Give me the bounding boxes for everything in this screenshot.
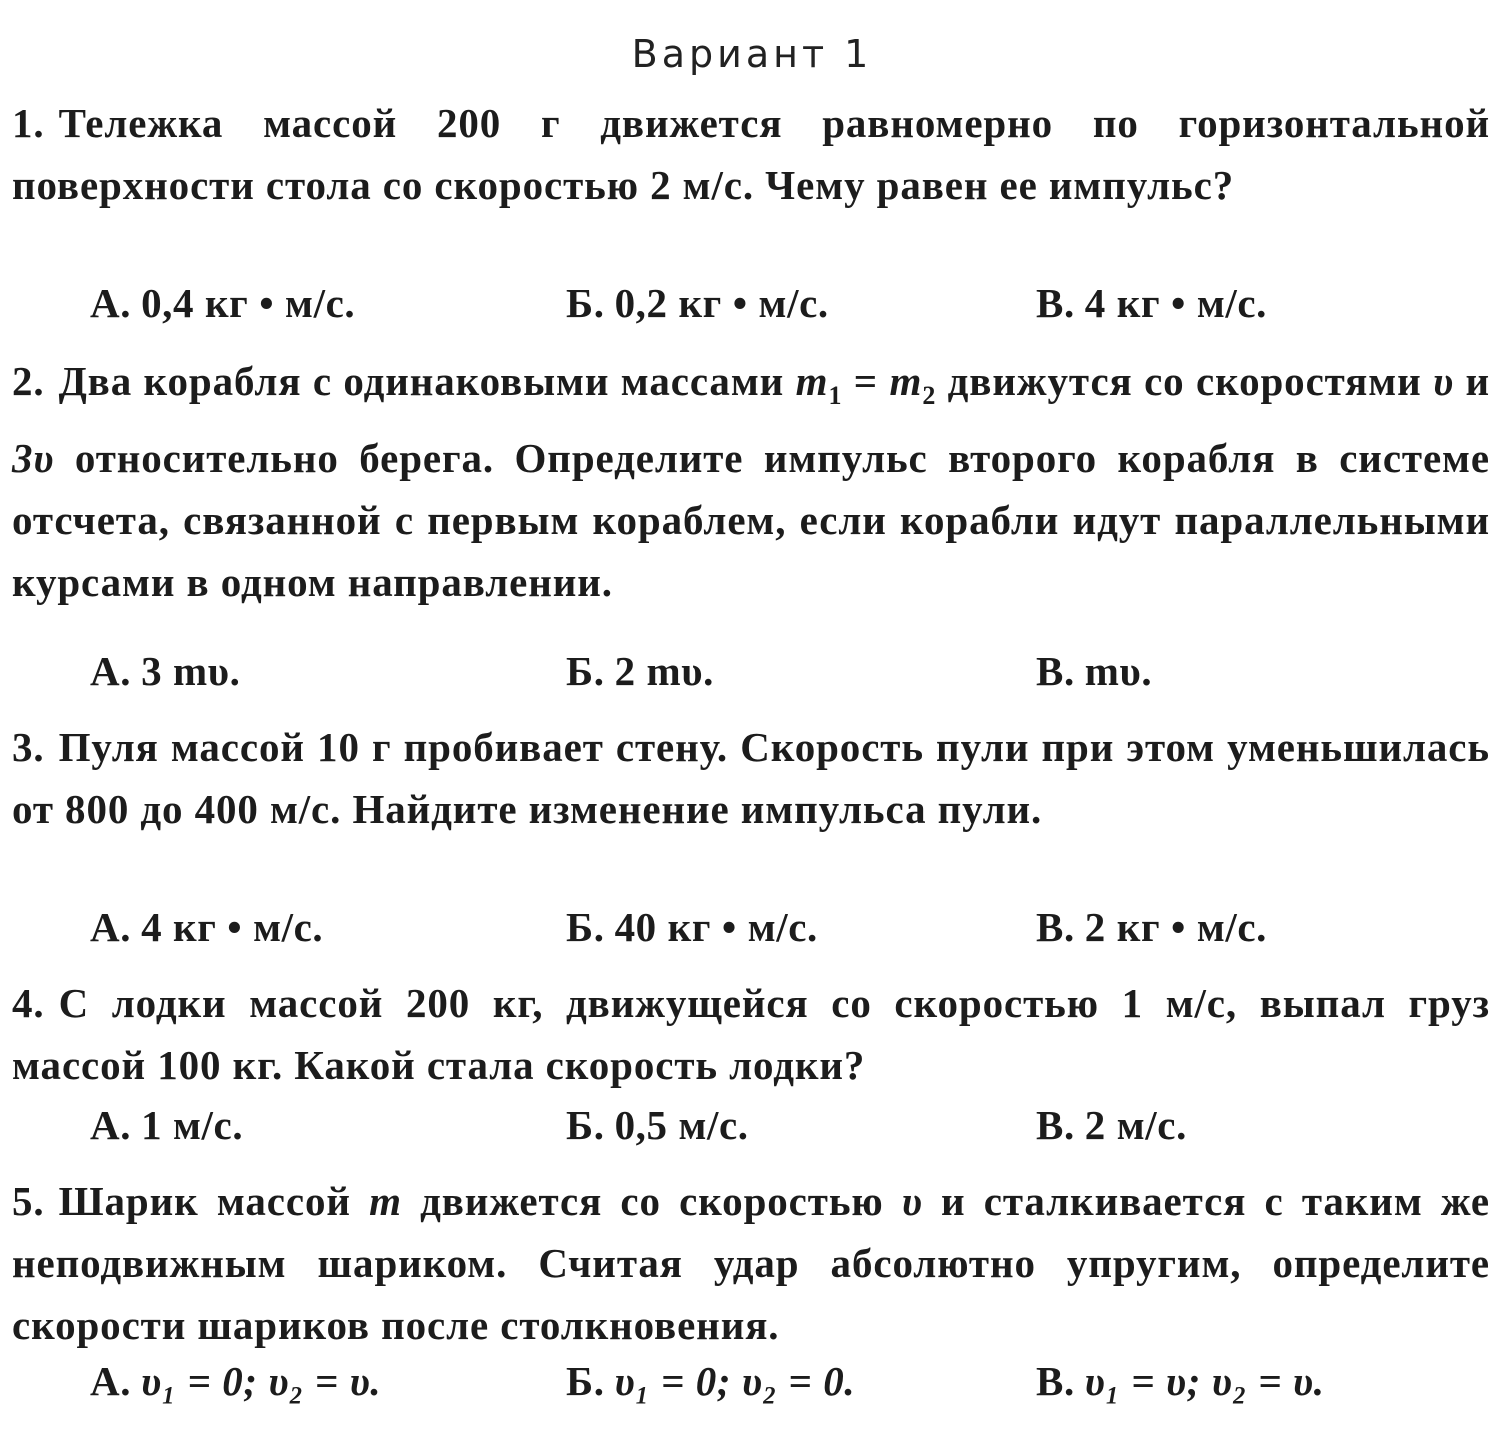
answer-text: 0,2 кг • м/с. bbox=[614, 280, 829, 326]
answer-letter: А. bbox=[90, 904, 132, 950]
question-2 bbox=[12, 350, 1490, 613]
answer-text: υ₁ = 0; υ₂ = 0. bbox=[614, 1358, 856, 1404]
answer-letter: А. bbox=[90, 280, 132, 326]
answer-text: υ₁ = υ; υ₂ = υ. bbox=[1084, 1358, 1325, 1404]
answer-text: mυ. bbox=[1084, 648, 1153, 694]
answer-letter: Б. bbox=[566, 280, 605, 326]
answer-option-c bbox=[1036, 272, 1267, 334]
answer-text: 2 м/с. bbox=[1084, 1102, 1187, 1148]
question-text: и сталкивается с таким же неподвижным шариком. Считая удар абсолютно упругим, определите скорости шариков после столкновения. bbox=[12, 1178, 1491, 1348]
variant-title: Вариант 1 bbox=[631, 32, 873, 76]
answer-letter: В. bbox=[1036, 280, 1075, 326]
answer-text: 2 mυ. bbox=[614, 648, 714, 694]
velocity-symbol: 3υ bbox=[12, 435, 55, 482]
answer-text: 0,5 м/с. bbox=[614, 1102, 749, 1148]
equals-sign: = bbox=[853, 358, 879, 404]
question-text: С лодки массой 200 кг, движущейся со скоростью 1 м/с, выпал груз массой 100 кг. Какой стала скорость лодки? bbox=[12, 980, 1490, 1088]
answer-option-b bbox=[566, 272, 829, 334]
subscript: 1 bbox=[828, 381, 843, 411]
answer-letter: Б. bbox=[566, 1102, 605, 1148]
question-1 bbox=[12, 92, 1490, 216]
answer-text: 4 кг • м/с. bbox=[1084, 280, 1268, 326]
answer-option-a bbox=[90, 272, 355, 334]
question-5 bbox=[12, 1170, 1490, 1356]
mass-symbol: m bbox=[889, 358, 923, 404]
velocity-symbol: υ bbox=[901, 1178, 923, 1224]
question-number: 1. bbox=[12, 100, 45, 146]
answer-option-a bbox=[90, 640, 241, 702]
answer-option-b bbox=[566, 1094, 749, 1156]
question-3 bbox=[12, 716, 1490, 840]
answer-option-c bbox=[1036, 1350, 1325, 1412]
question-text: Шарик массой bbox=[58, 1178, 351, 1224]
answer-text: 1 м/с. bbox=[141, 1102, 244, 1148]
question-number: 4. bbox=[12, 980, 45, 1026]
answer-option-a bbox=[90, 1350, 381, 1412]
answer-text: 4 кг • м/с. bbox=[141, 904, 324, 950]
question-text: Тележка массой 200 г движется равномерно по горизонтальной поверхности стола со скоростью 2 м/с. Чему равен ее импульс? bbox=[12, 100, 1490, 208]
answer-letter: Б. bbox=[566, 904, 605, 950]
question-4 bbox=[12, 972, 1490, 1096]
question-number: 5. bbox=[12, 1178, 45, 1224]
answer-letter: А. bbox=[90, 1358, 132, 1404]
answer-text: 2 кг • м/с. bbox=[1084, 904, 1268, 950]
question-number: 3. bbox=[12, 724, 45, 770]
answer-letter: В. bbox=[1036, 904, 1075, 950]
question-text: Пуля массой 10 г пробивает стену. Скорость пули при этом уменьшилась от 800 до 400 м/с. Найдите изменение импульса пули. bbox=[12, 724, 1490, 832]
question-text: относительно берега. Определите импульс второго корабля в системе отсчета, связанной с первым кораблем, если корабли идут параллельными курсами в одном направлении. bbox=[12, 435, 1490, 606]
velocity-symbol: υ bbox=[1433, 358, 1455, 404]
question-text: движутся со скоростями bbox=[947, 358, 1422, 404]
answer-letter: Б. bbox=[566, 648, 605, 694]
answer-letter: А. bbox=[90, 1102, 132, 1148]
question-number: 2. bbox=[12, 358, 45, 404]
answer-letter: В. bbox=[1036, 648, 1075, 694]
answer-text: 3 mυ. bbox=[141, 648, 241, 694]
question-text: движется со скоростью bbox=[420, 1178, 884, 1224]
mass-symbol: m bbox=[369, 1178, 402, 1224]
answer-option-c bbox=[1036, 1094, 1187, 1156]
answer-letter: В. bbox=[1036, 1358, 1075, 1404]
answer-text: 0,4 кг • м/с. bbox=[141, 280, 356, 326]
answer-option-b bbox=[566, 1350, 855, 1412]
answer-option-a bbox=[90, 1094, 243, 1156]
answer-text: 40 кг • м/с. bbox=[614, 904, 818, 950]
answer-option-c bbox=[1036, 640, 1152, 702]
answer-letter: Б. bbox=[566, 1358, 605, 1404]
answer-option-b bbox=[566, 640, 714, 702]
answer-option-b bbox=[566, 896, 818, 958]
answer-letter: В. bbox=[1036, 1102, 1075, 1148]
answer-option-a bbox=[90, 896, 323, 958]
subscript: 2 bbox=[922, 381, 937, 411]
answer-letter: А. bbox=[90, 648, 132, 694]
answer-text: υ₁ = 0; υ₂ = υ. bbox=[141, 1358, 382, 1404]
answer-option-c bbox=[1036, 896, 1267, 958]
mass-symbol: m bbox=[795, 358, 829, 404]
question-text: Два корабля с одинаковыми массами bbox=[58, 358, 785, 404]
conjunction: и bbox=[1465, 358, 1491, 404]
